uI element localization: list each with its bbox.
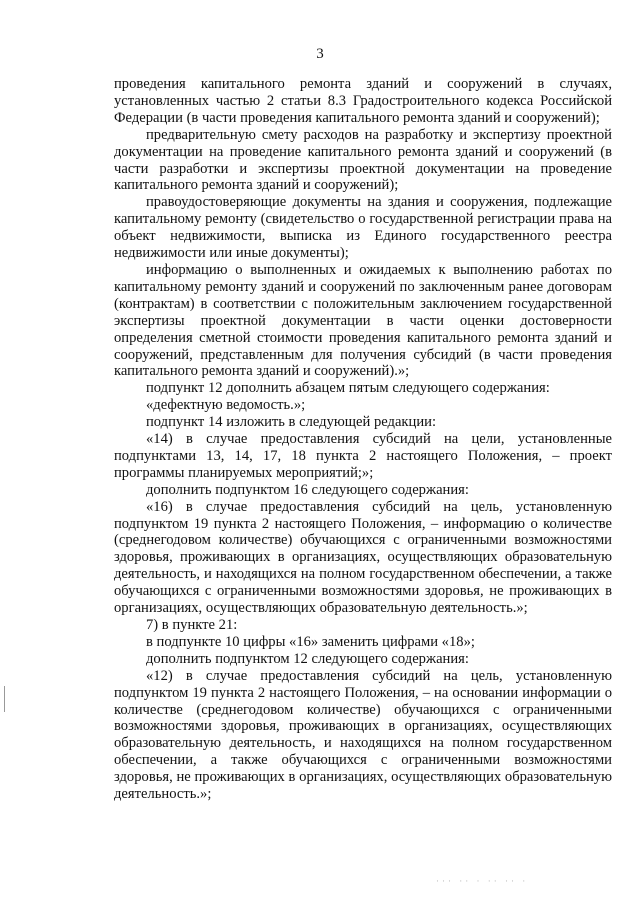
paragraph-2: предварительную смету расходов на разработку и экспертизу проектной документации на проведение капитального ремонта зданий и сооружений (в части разработки и экспертизы проектной документации на проведение капитального ремонта зданий и сооружений);	[114, 126, 612, 194]
paragraph-11: 7) в пункте 21:	[146, 617, 238, 633]
scan-artifact: ··· ·· · ·· ·· ·	[436, 876, 529, 886]
paragraph-14: «12) в случае предоставления субсидий на цель, установленную подпунктом 19 пункта 2 настоящего Положения, – на основании информации о количестве (среднегодовом количестве) обучающихся с ограниченными возможностями здоровья, проживающих в организациях, осуществляющих образовательную деятельность, и находящихся на полном государственном обеспечении, а также обучающихся с ограниченными возможностями здоровья, не проживающих в организациях, осуществляющих образовательную деятельность.»;	[114, 667, 612, 803]
paragraph-5: подпункт 12 дополнить абзацем пятым следующего содержания:	[146, 380, 550, 397]
paragraph-10: «16) в случае предоставления субсидий на цель, установленную подпунктом 19 пункта 2 настоящего Положения, – информацию о количестве (среднегодовом количестве) обучающихся с ограниченными возможностями здоровья, проживающих в организациях, осуществляющих образовательную деятельность, и находящихся на полном государственном обеспечении, а также обучающихся с ограниченными возможностями здоровья, не проживающих в организациях, осуществляющих образовательную деятельность.»;	[114, 498, 612, 617]
paragraph-1: проведения капитального ремонта зданий и сооружений в случаях, установленных частью 2 статьи 8.3 Градостроительного кодекса Российской Федерации (в части проведения капитального ремонта зданий и сооружений);	[114, 76, 612, 126]
page-number: 3	[316, 46, 324, 62]
paragraph-3: правоудостоверяющие документы на здания и сооружения, подлежащие капитальному ремонту (свидетельство о государственной регистрации права на объект недвижимости, выписка из Единого государственного реестра недвижимости или иные документы);	[114, 194, 612, 262]
paragraph-12: в подпункте 10 цифры «16» заменить цифрами «18»;	[146, 633, 475, 650]
paragraph-4: информацию о выполненных и ожидаемых к выполнению работах по капитальному ремонту зданий и сооружений по заключенным ранее договорам (контрактам) в соответствии с положительным заключением государственной экспертизы проектной документации в части оценки достоверности определения сметной стоимости проведения капитального ремонта зданий и сооружений, представленным для получения субсидий (в части проведения капитального ремонта зданий и сооружений).»;	[114, 261, 612, 380]
paragraph-8: «14) в случае предоставления субсидий на цели, установленные подпунктами 13, 14, 17, 18 пункта 2 настоящего Положения, – проект программы планируемых мероприятий;»;	[114, 431, 612, 481]
scan-margin-mark	[4, 686, 5, 712]
paragraph-6: «дефектную ведомость.»;	[146, 397, 306, 414]
paragraph-7: подпункт 14 изложить в следующей редакции:	[146, 414, 437, 431]
paragraph-9: дополнить подпунктом 16 следующего содержания:	[146, 481, 469, 498]
paragraph-13: дополнить подпунктом 12 следующего содержания:	[146, 650, 469, 667]
document-body	[114, 76, 612, 803]
